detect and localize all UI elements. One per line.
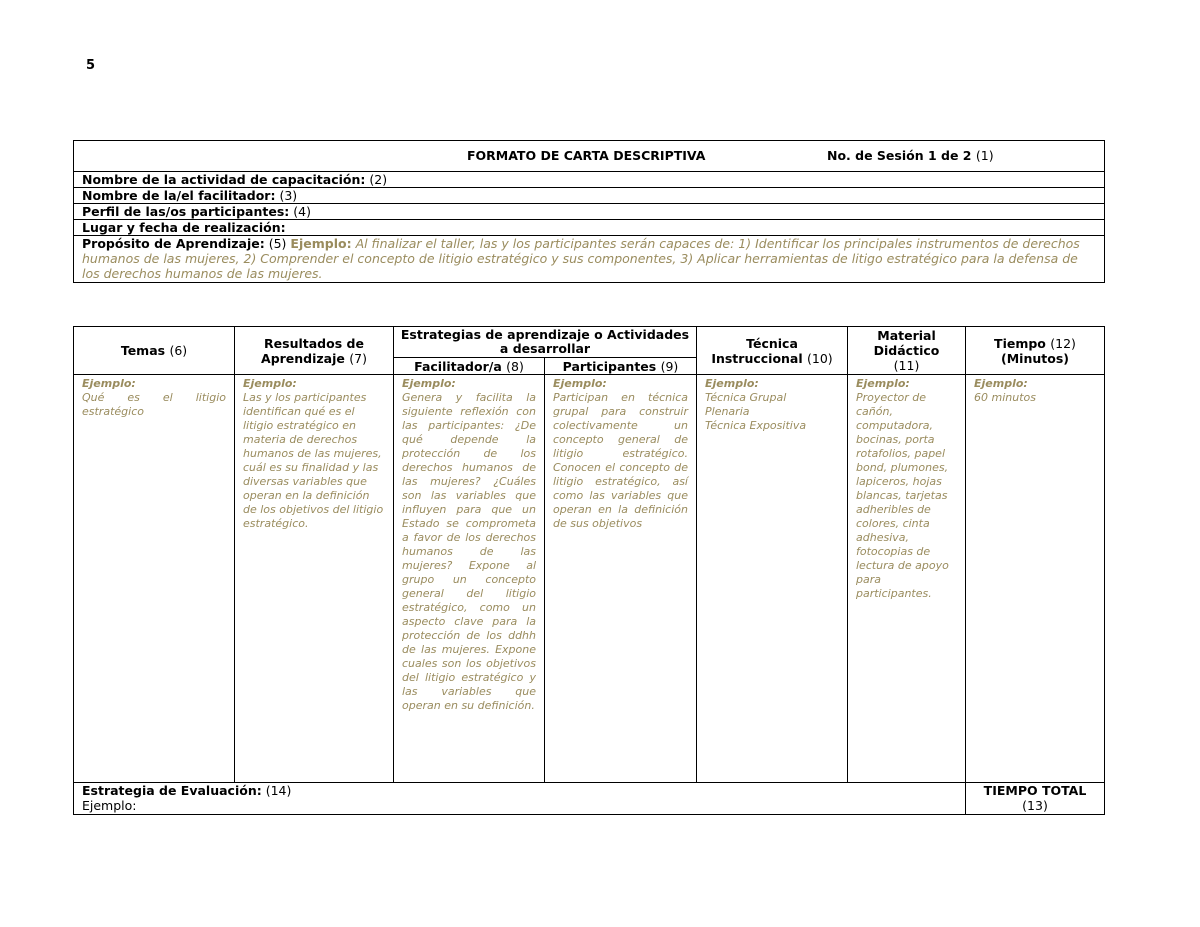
cell-facilitador: Ejemplo: Genera y facilita la siguiente reflexión con las participantes: ¿De qué depende la protección de los derechos humanos de las mujeres? ¿Cuáles son las variables que influyen para que un Estado se comprometa a favor de los derechos humanos de las mujeres? Expone al grupo un concepto general del litigio estratégico, como un aspecto clave para la protección de los ddhh de las mujeres. Expone cuales son los objetivos del litigio estratégico y las variables que operan en su definición. bbox=[394, 375, 545, 783]
participant-profile-row: Perfil de las/os participantes: (4) bbox=[74, 204, 1105, 220]
cell-tecnica: Ejemplo: Técnica Grupal Plenaria Técnica Expositiva bbox=[697, 375, 848, 783]
form-title: FORMATO DE CARTA DESCRIPTIVA bbox=[467, 148, 706, 163]
title-cell bbox=[74, 141, 1105, 172]
header-table bbox=[73, 140, 1105, 283]
activity-name-row: Nombre de la actividad de capacitación: (2) bbox=[74, 172, 1105, 188]
header-material: Material Didáctico (11) bbox=[848, 327, 966, 375]
total-time-cell: TIEMPO TOTAL (13) bbox=[966, 783, 1105, 815]
evaluation-strategy-cell: Estrategia de Evaluación: (14) Ejemplo: bbox=[74, 783, 966, 815]
header-participantes: Participantes (9) bbox=[545, 358, 697, 375]
header-resultados: Resultados de Aprendizaje (7) bbox=[235, 327, 394, 375]
place-date-row: Lugar y fecha de realización: bbox=[74, 220, 1105, 236]
session-label: No. de Sesión 1 de 2 (1) bbox=[827, 148, 994, 163]
header-estrategias: Estrategias de aprendizaje o Actividades a desarrollar bbox=[394, 327, 697, 358]
cell-participantes: Ejemplo: Participan en técnica grupal para construir colectivamente un concepto general de litigio estratégico. Conocen el concepto de litigio estratégico, así como las variables que operan en la definición de sus objetivos bbox=[545, 375, 697, 783]
header-tiempo: Tiempo (12) (Minutos) bbox=[966, 327, 1105, 375]
cell-tiempo: Ejemplo: 60 minutos bbox=[966, 375, 1105, 783]
cell-resultados: Ejemplo: Las y los participantes identifican qué es el litigio estratégico en materia de derechos humanos de las mujeres, cuál es su finalidad y las diversas variables que operan en la definición de los objetivos del litigio estratégico. bbox=[235, 375, 394, 783]
header-facilitador: Facilitador/a (8) bbox=[394, 358, 545, 375]
header-tecnica: Técnica Instruccional (10) bbox=[697, 327, 848, 375]
descriptive-table bbox=[73, 326, 1105, 815]
learning-purpose-row: Propósito de Aprendizaje: (5) Ejemplo: Al finalizar el taller, las y los participantes serán capaces de: 1) Identificar los principales instrumentos de derechos humanos de las mujeres, 2) Comprender el concepto de litigio estratégico y sus componentes, 3) Aplicar herramientas de litigo estratégico para la defensa de los derechos humanos de las mujeres. bbox=[74, 236, 1105, 283]
page-number: 5 bbox=[86, 58, 96, 73]
cell-material: Ejemplo: Proyector de cañón, computadora, bocinas, porta rotafolios, papel bond, plumones, lapiceros, hojas blancas, tarjetas adheribles de colores, cinta adhesiva, fotocopias de lectura de apoyo para participantes. bbox=[848, 375, 966, 783]
cell-temas: Ejemplo: Qué es el litigio estratégico bbox=[74, 375, 235, 783]
header-temas: Temas (6) bbox=[74, 327, 235, 375]
facilitator-name-row: Nombre de la/el facilitador: (3) bbox=[74, 188, 1105, 204]
